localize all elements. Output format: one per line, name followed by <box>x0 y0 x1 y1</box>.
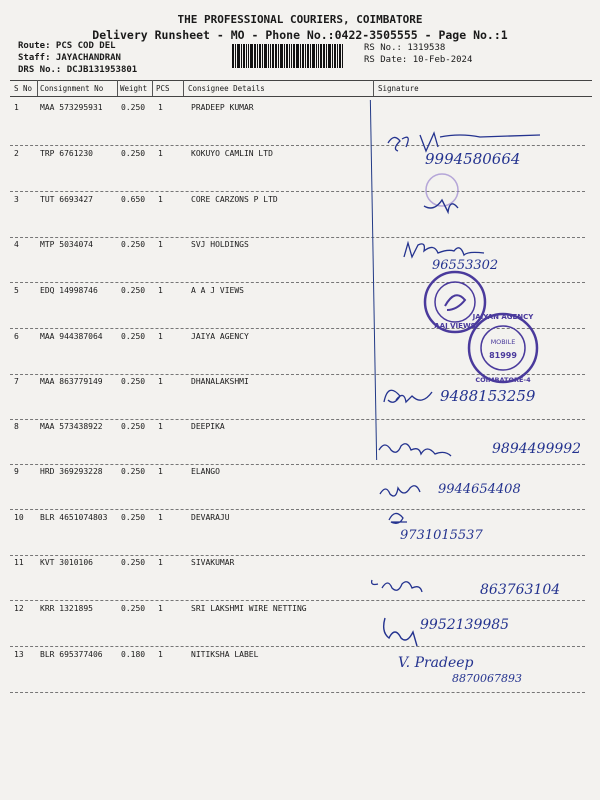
row-weight: 0.250 <box>121 240 146 249</box>
col-divider <box>373 80 374 96</box>
table-row <box>0 195 600 240</box>
row-sno: 4 <box>14 240 19 249</box>
stamp-city: COIMBATORE-4 <box>475 376 531 384</box>
signature-r10 <box>385 508 415 528</box>
row-consignment: HRD 369293228 <box>40 467 103 476</box>
stamp-name: JAIYAN AGENCY <box>472 313 534 321</box>
rs-date: RS Date: 10-Feb-2024 <box>364 55 473 65</box>
row-consignee: DEEPIKA <box>191 422 225 431</box>
row-sno: 5 <box>14 286 19 295</box>
row-consignee: PRADEEP KUMAR <box>191 103 254 112</box>
col-weight: Weight <box>120 84 148 93</box>
handwritten-phone-r12: 9952139985 <box>420 617 510 633</box>
handwritten-name-r13: V. Pradeep <box>398 655 474 671</box>
col-consignment: Consignment No <box>40 84 104 93</box>
row-sno: 6 <box>14 332 19 341</box>
row-divider <box>10 646 585 647</box>
row-consignee: DHANALAKSHMI <box>191 377 249 386</box>
tamil-name-r8 <box>375 438 485 458</box>
row-consignee: SVJ HOLDINGS <box>191 240 249 249</box>
row-pcs: 1 <box>158 604 163 613</box>
row-consignee: JAIYA AGENCY <box>191 332 249 341</box>
col-sno: S No <box>14 84 33 93</box>
row-sno: 8 <box>14 422 19 431</box>
row-weight: 0.180 <box>121 650 146 659</box>
handwritten-phone-r7: 9488153259 <box>440 387 536 405</box>
row-consignment: KRR 1321895 <box>40 604 93 613</box>
row-consignee: A A J VIEWS <box>191 286 244 295</box>
row-sno: 13 <box>14 650 24 659</box>
row-divider <box>10 555 585 556</box>
row-consignee: SIVAKUMAR <box>191 558 235 567</box>
row-consignment: TRP 6761230 <box>40 149 93 158</box>
handwritten-phone-r4: 96553302 <box>432 258 499 273</box>
handwritten-phone-r10: 9731015537 <box>400 528 483 543</box>
row-pcs: 1 <box>158 332 163 341</box>
route-label: Route: PCS COD DEL <box>18 41 116 51</box>
row-consignment: MAA 573438922 <box>40 422 103 431</box>
handwritten-phone-r9: 9944654408 <box>438 482 521 497</box>
row-divider <box>10 191 585 192</box>
row-consignment: MAA 944387064 <box>40 332 103 341</box>
stamp-number: 81999 <box>489 351 517 360</box>
tamil-name-r9 <box>376 482 436 500</box>
row-pcs: 1 <box>158 286 163 295</box>
col-divider <box>37 80 38 96</box>
row-weight: 0.650 <box>121 195 146 204</box>
row-consignee: ELANGO <box>191 467 220 476</box>
handwritten-phone-r13: 8870067893 <box>452 672 522 685</box>
row-divider <box>10 692 585 693</box>
row-divider <box>10 509 585 510</box>
row-weight: 0.250 <box>121 332 146 341</box>
company-title: THE PROFESSIONAL COURIERS, COIMBATORE <box>177 13 423 26</box>
row-consignment: BLR 4651074803 <box>40 513 108 522</box>
signature-r12 <box>375 612 425 648</box>
col-divider <box>152 80 153 96</box>
row-pcs: 1 <box>158 377 163 386</box>
row-divider <box>10 282 585 283</box>
row-consignee: KOKUYO CAMLIN LTD <box>191 149 273 158</box>
table-row <box>0 513 600 558</box>
row-weight: 0.250 <box>121 604 146 613</box>
row-sno: 2 <box>14 149 19 158</box>
col-divider <box>183 80 184 96</box>
row-pcs: 1 <box>158 558 163 567</box>
row-pcs: 1 <box>158 650 163 659</box>
stamp-light <box>418 172 466 222</box>
handwritten-phone-r1: 9994580664 <box>425 150 521 168</box>
rs-number: RS No.: 1319538 <box>364 43 446 53</box>
row-weight: 0.250 <box>121 467 146 476</box>
row-consignment: MAA 863779149 <box>40 377 103 386</box>
row-consignment: BLR 695377406 <box>40 650 103 659</box>
row-weight: 0.250 <box>121 377 146 386</box>
row-pcs: 1 <box>158 422 163 431</box>
row-weight: 0.250 <box>121 103 146 112</box>
row-sno: 1 <box>14 103 19 112</box>
row-sno: 9 <box>14 467 19 476</box>
row-pcs: 1 <box>158 149 163 158</box>
col-pcs: PCS <box>156 84 170 93</box>
signature-r7 <box>378 378 438 414</box>
row-pcs: 1 <box>158 467 163 476</box>
runsheet-subtitle: Delivery Runsheet - MO - Phone No.:0422-3505555 - Page No.:1 <box>92 28 508 42</box>
row-pcs: 1 <box>158 513 163 522</box>
row-weight: 0.250 <box>121 558 146 567</box>
row-consignment: MTP 5034074 <box>40 240 93 249</box>
header-bottom-border <box>10 96 592 97</box>
col-divider <box>117 80 118 96</box>
jaiyan-agency-stamp <box>455 306 555 386</box>
row-pcs: 1 <box>158 240 163 249</box>
row-sno: 11 <box>14 558 24 567</box>
table-row <box>0 604 600 649</box>
table-top-border <box>10 80 592 81</box>
row-sno: 7 <box>14 377 19 386</box>
row-weight: 0.250 <box>121 286 146 295</box>
row-consignment: TUT 6693427 <box>40 195 93 204</box>
row-consignee: SRI LAKSHMI WIRE NETTING <box>191 604 307 613</box>
row-consignment: MAA 573295931 <box>40 103 103 112</box>
row-consignee: DEVARAJU <box>191 513 230 522</box>
row-consignee: CORE CARZONS P LTD <box>191 195 278 204</box>
tamil-name-r11 <box>368 574 458 598</box>
handwritten-phone-r8: 9894499992 <box>492 441 582 457</box>
drs-number: DRS No.: DCJB131953801 <box>18 65 138 75</box>
row-consignee: NITIKSHA LABEL <box>191 650 259 659</box>
row-divider <box>10 600 585 601</box>
stamp-mobile: MOBILE <box>490 338 516 346</box>
row-weight: 0.250 <box>121 513 146 522</box>
row-divider <box>10 419 585 420</box>
row-pcs: 1 <box>158 103 163 112</box>
handwritten-phone-r11: 863763104 <box>480 582 561 598</box>
row-sno: 10 <box>14 513 24 522</box>
row-pcs: 1 <box>158 195 163 204</box>
barcode <box>232 44 360 68</box>
row-consignment: KVT 3010106 <box>40 558 93 567</box>
col-consignee: Consignee Details <box>188 84 265 93</box>
row-divider <box>10 464 585 465</box>
row-weight: 0.250 <box>121 422 146 431</box>
stamp-small-text: AAJ VIEWS <box>434 322 476 330</box>
row-sno: 12 <box>14 604 24 613</box>
staff-label: Staff: JAYACHANDRAN <box>18 53 121 63</box>
row-consignment: EDQ 14998746 <box>40 286 98 295</box>
row-sno: 3 <box>14 195 19 204</box>
row-weight: 0.250 <box>121 149 146 158</box>
col-signature: Signature <box>378 84 419 93</box>
